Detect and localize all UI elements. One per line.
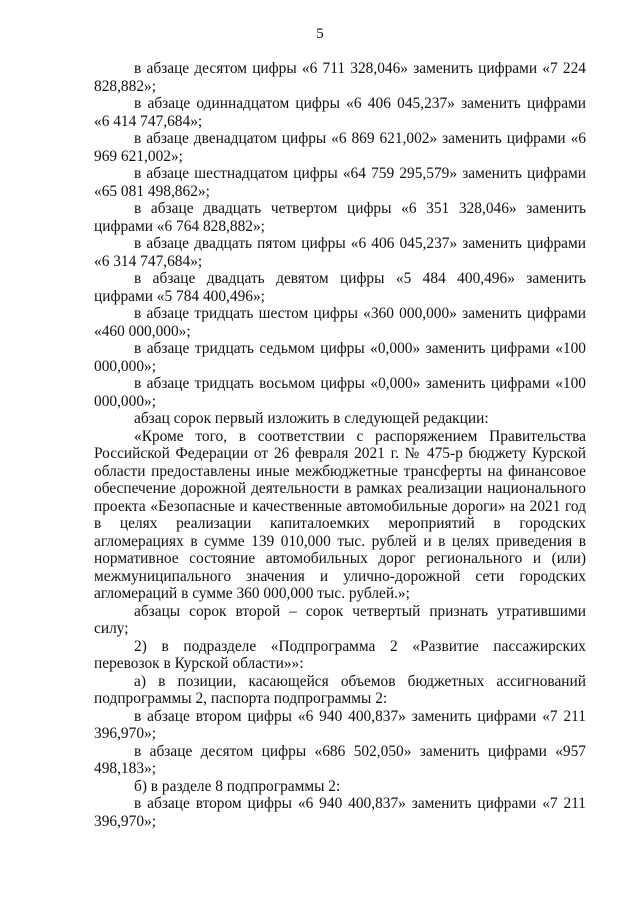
paragraph: в абзаце двадцать четвертом цифры «6 351 328,046» заменить цифрами «6 764 828,882»; [94, 200, 586, 235]
page-number: 5 [316, 26, 324, 42]
paragraph: в абзаце шестнадцатом цифры «64 759 295,579» заменить цифрами «65 081 498,862»; [94, 165, 586, 200]
paragraph: в абзаце одиннадцатом цифры «6 406 045,237» заменить цифрами «6 414 747,684»; [94, 95, 586, 130]
paragraph: в абзаце втором цифры «6 940 400,837» заменить цифрами «7 211 396,970»; [94, 795, 586, 830]
paragraph: в абзаце двадцать девятом цифры «5 484 400,496» заменить цифрами «5 784 400,496»; [94, 270, 586, 305]
paragraph: а) в позиции, касающейся объемов бюджетных ассигнований подпрограммы 2, паспорта подпрограммы 2: [94, 672, 586, 707]
paragraph: б) в разделе 8 подпрограммы 2: [134, 777, 341, 795]
quoted-paragraph: «Кроме того, в соответствии с распоряжением Правительства Российской Федерации от 26 февраля 2021 г. № 475-р бюджету Курской области предоставлены иные межбюджетные трансферты на финансовое обеспечение дорожной деятельности в рамках реализации национального проекта «Безопасные и качественные автомобильные дороги» на 2021 год в целях реализации капиталоемких мероприятий в городских агломерациях в сумме 139 010,000 тыс. рублей и в целях приведения в нормативное состояние автомобильных дорог регионального и (или) межмуниципального значения и улично-дорожной сети городских агломераций в сумме 360 000,000 тыс. рублей.»; [94, 427, 586, 602]
paragraph: в абзаце тридцать восьмом цифры «0,000» заменить цифрами «100 000,000»; [94, 375, 586, 410]
paragraph: в абзаце двадцать пятом цифры «6 406 045,237» заменить цифрами «6 314 747,684»; [94, 235, 586, 270]
paragraph: 2) в подразделе «Подпрограмма 2 «Развитие пассажирских перевозок в Курской области»»: [94, 637, 586, 672]
paragraph: в абзаце десятом цифры «686 502,050» заменить цифрами «957 498,183»; [94, 742, 586, 777]
paragraph: в абзаце тридцать шестом цифры «360 000,000» заменить цифрами «460 000,000»; [94, 305, 586, 340]
paragraph: в абзаце двенадцатом цифры «6 869 621,002» заменить цифрами «6 969 621,002»; [94, 130, 586, 165]
paragraph: в абзаце десятом цифры «6 711 328,046» заменить цифрами «7 224 828,882»; [94, 60, 586, 95]
paragraph: абзацы сорок второй – сорок четвертый признать утратившими силу; [94, 602, 586, 637]
document-body [94, 60, 586, 830]
paragraph: в абзаце тридцать седьмом цифры «0,000» заменить цифрами «100 000,000»; [94, 340, 586, 375]
paragraph: в абзаце втором цифры «6 940 400,837» заменить цифрами «7 211 396,970»; [94, 707, 586, 742]
paragraph: абзац сорок первый изложить в следующей редакции: [134, 410, 489, 427]
